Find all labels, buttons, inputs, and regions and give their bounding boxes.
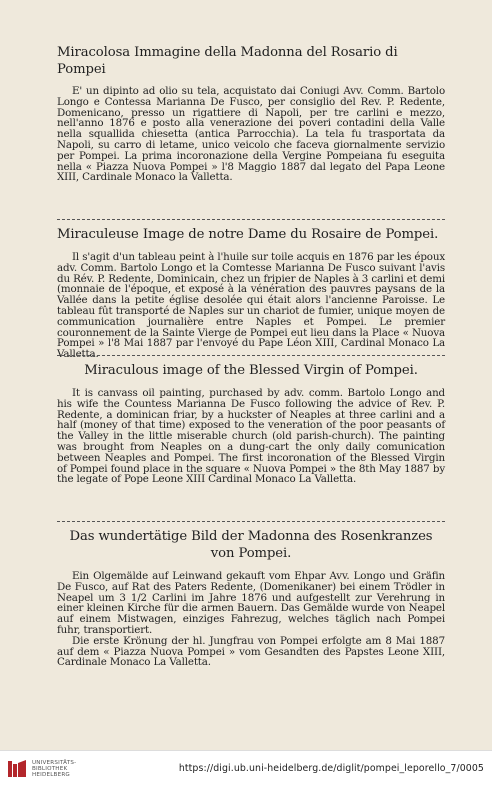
section-paragraph: It is canvass oil painting, purchased by adv. comm. Bartolo Longo and his wife the Countess Marianna De Fusco following the advice of Rev. P. Redente, a dominican friar, by a huckster of Neaples at three carlini and a half (money of that time) exposed to the veneration of the poor peasants of the Valley in the little miserable church (old parish-church). The painting was brought from Neaples on a dung-cart the only daily comunication between Neaples and Pompei. The first incoronation of the Blessed Virgin of Pompei found place in the square « Nuova Pompei » the 8th May 1887 by the legate of Pope Leone XIII Cardinal Monaco La Valletta. bbox=[57, 387, 445, 486]
section-french bbox=[57, 226, 445, 360]
section-paragraph: Ein Olgemälde auf Leinwand gekauft vom Ehpar Avv. Longo und Gräfin De Fusco, auf Rat des Paters Redente, (Domenikaner) bei einem Trödler in Neapel um 3 1/2 Carlini im Jahre 1876 und aufgestellt zur Verehrung in einer kleinen Kirche für die armen Bauern. Das Gemälde wurde von Neapel auf einem Mistwagen, einziges Fahrezug, welches täglich nach Pompei fuhr, transportiert. bbox=[57, 570, 445, 636]
section-title: Das wundertätige Bild der Madonna des Rosenkranzes von Pompei. bbox=[69, 529, 433, 561]
section-paragraph: Die erste Krönung der hl. Jungfrau von Pompei erfolgte am 8 Mai 1887 auf dem « Piazza Nuova Pompei » vom Gesandten des Papstes Leone XIII, Cardinale Monaco La Valletta. bbox=[57, 634, 445, 669]
section-title: Miracolosa Immagine della Madonna del Rosario di Pompei bbox=[57, 45, 398, 77]
section-title: Miraculeuse Image de notre Dame du Rosaire de Pompei. bbox=[57, 227, 439, 242]
dashed-divider bbox=[57, 355, 445, 356]
section-italian bbox=[57, 44, 445, 183]
university-library-logo-icon bbox=[6, 758, 28, 780]
library-name: UNIVERSITÄTS- BIBLIOTHEK HEIDELBERG bbox=[32, 760, 77, 779]
dashed-divider bbox=[57, 219, 445, 220]
section-paragraph: Il s'agit d'un tableau peint à l'huile sur toile acquis en 1876 par les époux adv. Comm. Bartolo Longo et la Comtesse Marianna De Fusco suivant l'avis du Rév. P. Redente, Dominicain, chez un fripier de Naples à 3 carlini et demi (monnaie de l'époque, et exposé à la vénération des pauvres paysans de la Vallée dans la petite église desolée qui était alors l'ancienne Paroisse. Le tableau fût transporté de Naples sur un chariot de fumier, unique moyen de communication journalière entre Naples et Pompei. Le premier couronnement de la Sainte Vierge de Pompei eut lieu dans la Place « Nuova Pompei » l'8 Mai 1887 par l'envoyé du Pape Léon XIII, Cardinal Monaco La Valletta. bbox=[57, 251, 445, 361]
section-title: Miraculous image of the Blessed Virgin of Pompei. bbox=[84, 363, 418, 378]
section-german bbox=[57, 528, 445, 668]
section-paragraph: E' un dipinto ad olio su tela, acquistato dai Coniugi Avv. Comm. Bartolo Longo e Contessa Marianna De Fusco, per consiglio del Rev. P. Redente, Domenicano, presso un rigattiere di Napoli, per tre carlini e mezzo, nell'anno 1876 e posto alla venerazione dei poveri contadini della Valle nella squallida chiesetta (antica Parrocchia). La tela fu trasportata da Napoli, su carro di letame, unico veicolo che faceva giornalmente servizio per Pompei. La prima incoronazione della Vergine Pompeiana fu eseguita nella « Piazza Nuova Pompei » l'8 Maggio 1887 dal legato del Papa Leone XIII, Cardinale Monaco la Valletta. bbox=[57, 85, 445, 184]
viewer-footer bbox=[0, 750, 492, 786]
page-url-link[interactable]: https://digi.ub.uni-heidelberg.de/diglit/pompei_leporello_7/0005 bbox=[178, 763, 484, 774]
dashed-divider bbox=[57, 521, 445, 522]
section-english bbox=[57, 362, 445, 485]
